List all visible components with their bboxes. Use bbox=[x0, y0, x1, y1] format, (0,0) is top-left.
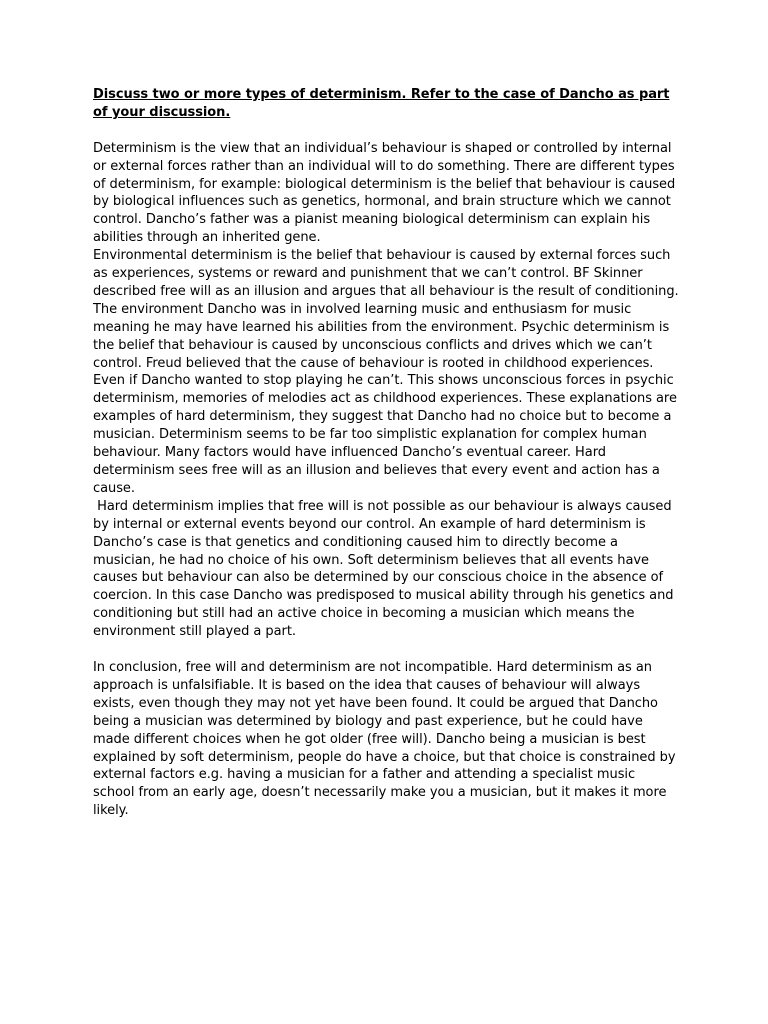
paragraph-conclusion: In conclusion, free will and determinism are not incompatible. Hard determinism as an approach is unfalsifiable. It is based on the idea that causes of behaviour will always exists, even though they may not yet have been found. It could be argued that Dancho being a musician was determined by biology and past experience, but he could have made different choices when he got older (free will). Dancho being a musician is best explained by soft determinism, people do have a choice, but that choice is constrained by external factors e.g. having a musician for a father and attending a specialist music school from an early age, doesn’t necessarily make you a musician, but it makes it more likely. bbox=[93, 659, 676, 819]
paragraph-environmental-determinism: Environmental determinism is the belief that behaviour is caused by external forces such as experiences, systems or reward and punishment that we can’t control. BF Skinner described free will as an illusion and argues that all behaviour is the result of conditioning. The environment Dancho was in involved learning music and enthusiasm for music meaning he may have learned his abilities from the environment. Psychic determinism is the belief that behaviour is caused by unconscious conflicts and drives which we can’t control. Freud believed that the cause of behaviour is rooted in childhood experiences. Even if Dancho wanted to stop playing he can’t. This shows unconscious forces in psychic determinism, memories of melodies act as childhood experiences. These explanations are examples of hard determinism, they suggest that Dancho had no choice but to become a musician. Determinism seems to be far too simplistic explanation for complex human behaviour. Many factors would have influenced Dancho’s eventual career. Hard determinism sees free will as an illusion and believes that every event and action has a cause. bbox=[93, 248, 679, 496]
document-page bbox=[93, 86, 679, 820]
paragraph-hard-soft-determinism: Hard determinism implies that free will is not possible as our behaviour is always caused by internal or external events beyond our control. An example of hard determinism is Dancho’s case is that genetics and conditioning caused him to directly become a musician, he had no choice of his own. Soft determinism believes that all events have causes but behaviour can also be determined by our conscious choice in the absence of coercion. In this case Dancho was predisposed to musical ability through his genetics and conditioning but still had an active choice in becoming a musician which means the environment still played a part. bbox=[93, 498, 678, 640]
paragraph-introduction: Determinism is the view that an individual’s behaviour is shaped or controlled by internal or external forces rather than an individual will to do something. There are different types of determinism, for example: biological determinism is the belief that behaviour is caused by biological influences such as genetics, hormonal, and brain structure which we cannot control. Dancho’s father was a pianist meaning biological determinism can explain his abilities through an inherited gene. bbox=[93, 140, 676, 246]
essay-question-heading: Discuss two or more types of determinism. Refer to the case of Dancho as part of your discussion. bbox=[93, 87, 670, 120]
